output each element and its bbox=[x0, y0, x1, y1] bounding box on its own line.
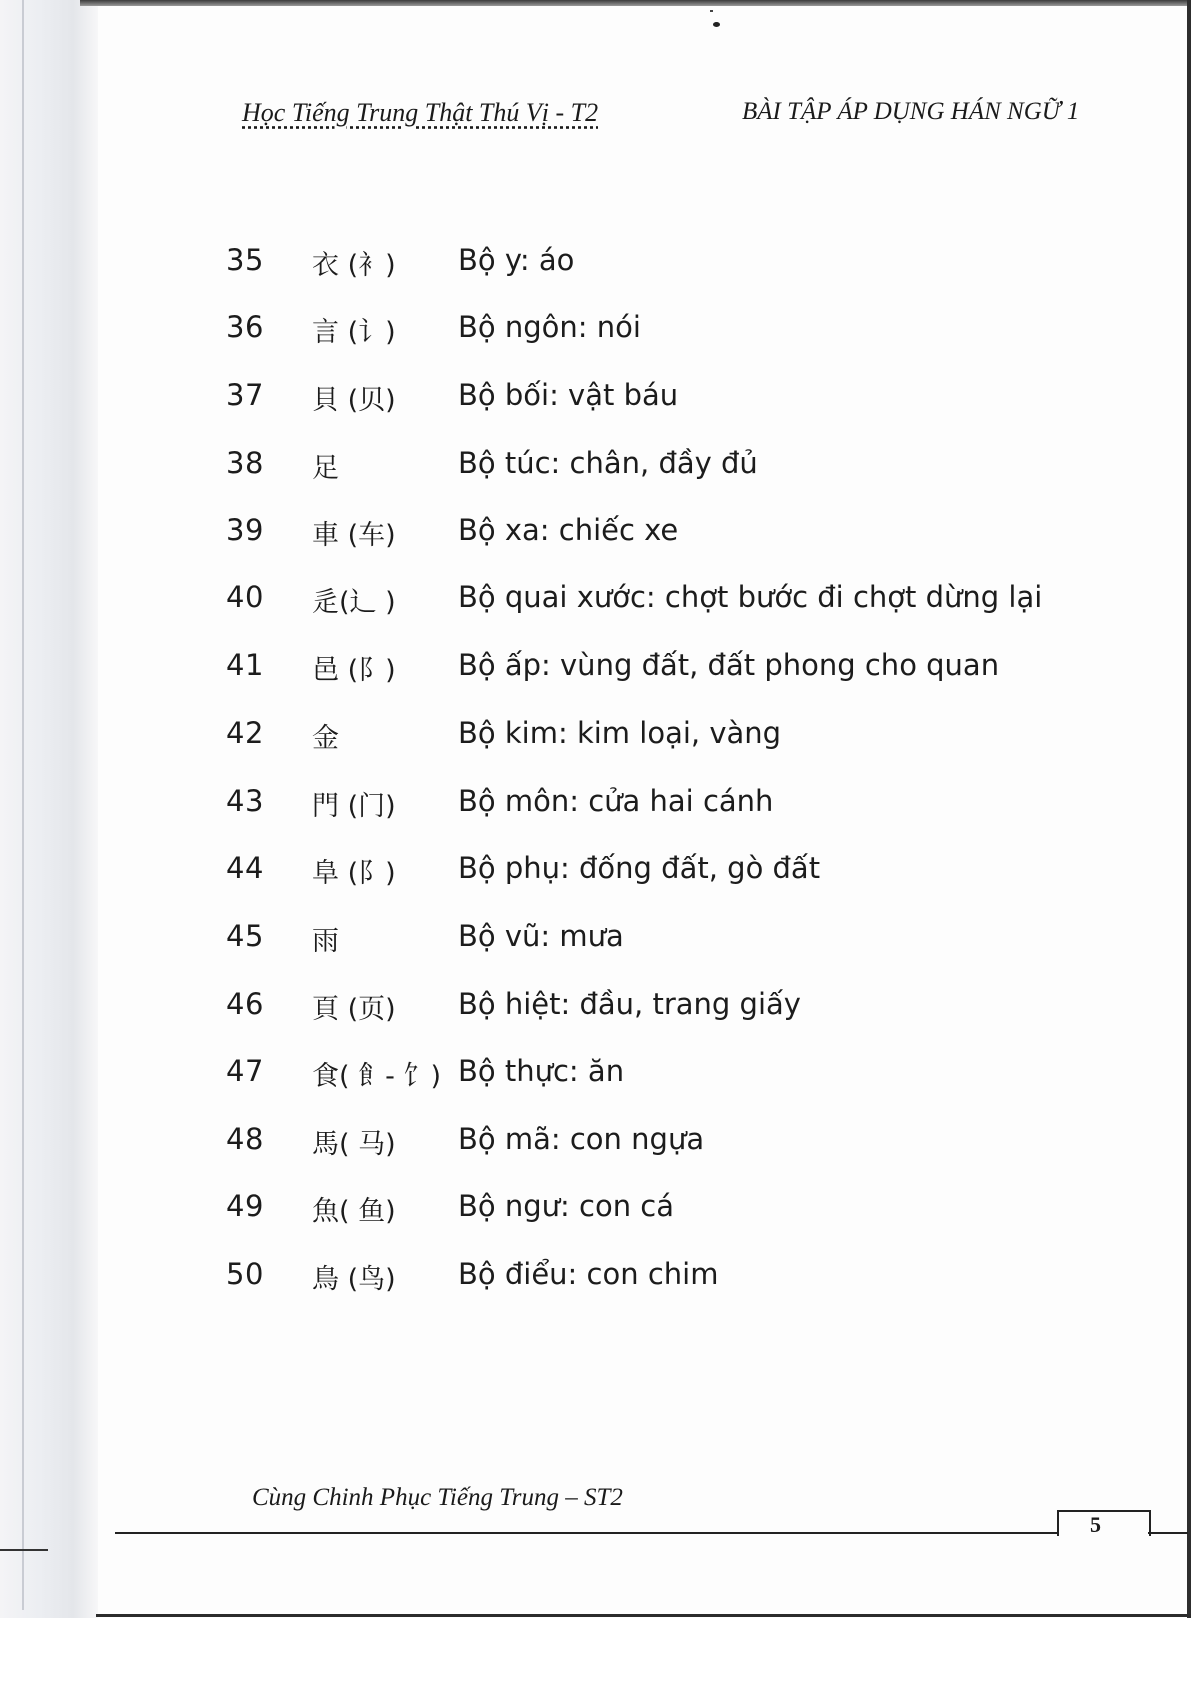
radical-chars: 邑 (阝) bbox=[312, 655, 396, 686]
footer-rule-right bbox=[1148, 1532, 1188, 1534]
radical-chars: 衣 (衤) bbox=[312, 250, 396, 281]
table-row bbox=[0, 243, 1100, 283]
table-row bbox=[0, 1257, 1100, 1297]
radical-meaning: Bộ mã: con ngựa bbox=[458, 1122, 705, 1156]
table-row bbox=[0, 580, 1100, 620]
radical-meaning: Bộ ngư: con cá bbox=[458, 1189, 675, 1223]
scan-background bbox=[0, 1618, 1191, 1685]
radical-meaning: Bộ y: áo bbox=[458, 243, 575, 277]
row-number: 50 bbox=[226, 1257, 264, 1291]
radical-chars: 食( 飠- 饣) bbox=[312, 1061, 441, 1092]
table-row bbox=[0, 1122, 1100, 1162]
row-number: 43 bbox=[226, 784, 264, 818]
radical-meaning: Bộ thực: ăn bbox=[458, 1054, 625, 1088]
radical-meaning: Bộ kim: kim loại, vàng bbox=[458, 716, 782, 750]
radical-chars: 頁 (页) bbox=[312, 994, 396, 1025]
row-number: 38 bbox=[226, 446, 264, 480]
table-row bbox=[0, 648, 1100, 688]
row-number: 37 bbox=[226, 378, 264, 412]
radical-chars: 門 (门) bbox=[312, 791, 396, 822]
radical-chars: 魚( 鱼) bbox=[312, 1196, 396, 1227]
radical-meaning: Bộ hiệt: đầu, trang giấy bbox=[458, 987, 801, 1021]
row-number: 40 bbox=[226, 580, 264, 614]
radical-chars: 言 (讠) bbox=[312, 317, 396, 348]
radical-meaning: Bộ quai xước: chợt bước đi chợt dừng lại bbox=[458, 580, 1043, 614]
radical-meaning: Bộ xa: chiếc xe bbox=[458, 513, 679, 547]
radical-meaning: Bộ ngôn: nói bbox=[458, 310, 641, 344]
row-number: 47 bbox=[226, 1054, 264, 1088]
row-number: 46 bbox=[226, 987, 264, 1021]
radical-chars: 金 bbox=[312, 723, 339, 754]
table-row bbox=[0, 1054, 1100, 1094]
footer-text: Cùng Chinh Phục Tiếng Trung – ST2 bbox=[252, 1484, 623, 1511]
table-row bbox=[0, 987, 1100, 1027]
page-number: 5 bbox=[1090, 1512, 1101, 1537]
row-number: 42 bbox=[226, 716, 264, 750]
radical-chars: 貝 (贝) bbox=[312, 385, 396, 416]
row-number: 44 bbox=[226, 851, 264, 885]
table-row bbox=[0, 1189, 1100, 1229]
radical-chars: 阜 (阝) bbox=[312, 858, 396, 889]
table-row bbox=[0, 784, 1100, 824]
radical-meaning: Bộ vũ: mưa bbox=[458, 919, 624, 953]
ink-speck bbox=[710, 10, 713, 12]
margin-mark bbox=[0, 1549, 48, 1551]
radical-chars: 馬( 马) bbox=[312, 1129, 396, 1160]
radical-chars: 鳥 (鸟) bbox=[312, 1264, 396, 1295]
table-row bbox=[0, 446, 1100, 486]
radical-meaning: Bộ bối: vật báu bbox=[458, 378, 679, 412]
table-row bbox=[0, 378, 1100, 418]
row-number: 49 bbox=[226, 1189, 264, 1223]
table-row bbox=[0, 310, 1100, 350]
radical-chars: 車 (车) bbox=[312, 520, 396, 551]
table-row bbox=[0, 919, 1100, 959]
page-right-edge bbox=[1187, 0, 1191, 1620]
radical-meaning: Bộ túc: chân, đầy đủ bbox=[458, 446, 758, 480]
row-number: 39 bbox=[226, 513, 264, 547]
header-book-title: Học Tiếng Trung Thật Thú Vị - T2 bbox=[242, 98, 599, 127]
row-number: 35 bbox=[226, 243, 264, 277]
page-bottom-edge bbox=[96, 1614, 1191, 1617]
radical-meaning: Bộ ấp: vùng đất, đất phong cho quan bbox=[458, 648, 1000, 682]
row-number: 36 bbox=[226, 310, 264, 344]
table-row bbox=[0, 716, 1100, 756]
row-number: 41 bbox=[226, 648, 264, 682]
table-row bbox=[0, 851, 1100, 891]
radical-meaning: Bộ phụ: đống đất, gò đất bbox=[458, 851, 821, 885]
page-top-edge bbox=[80, 0, 1191, 6]
row-number: 45 bbox=[226, 919, 264, 953]
radical-meaning: Bộ điểu: con chim bbox=[458, 1257, 719, 1291]
radical-chars: 雨 bbox=[312, 926, 339, 957]
radical-chars: 足 bbox=[312, 453, 339, 484]
header-section-title: BÀI TẬP ÁP DỤNG HÁN NGỮ 1 bbox=[742, 98, 1080, 125]
ink-speck bbox=[713, 22, 720, 27]
page-number-box bbox=[1057, 1510, 1151, 1536]
row-number: 48 bbox=[226, 1122, 264, 1156]
footer-rule bbox=[115, 1532, 1058, 1534]
table-row bbox=[0, 513, 1100, 553]
radical-chars: 辵(辶 ) bbox=[312, 587, 396, 618]
radical-meaning: Bộ môn: cửa hai cánh bbox=[458, 784, 774, 818]
